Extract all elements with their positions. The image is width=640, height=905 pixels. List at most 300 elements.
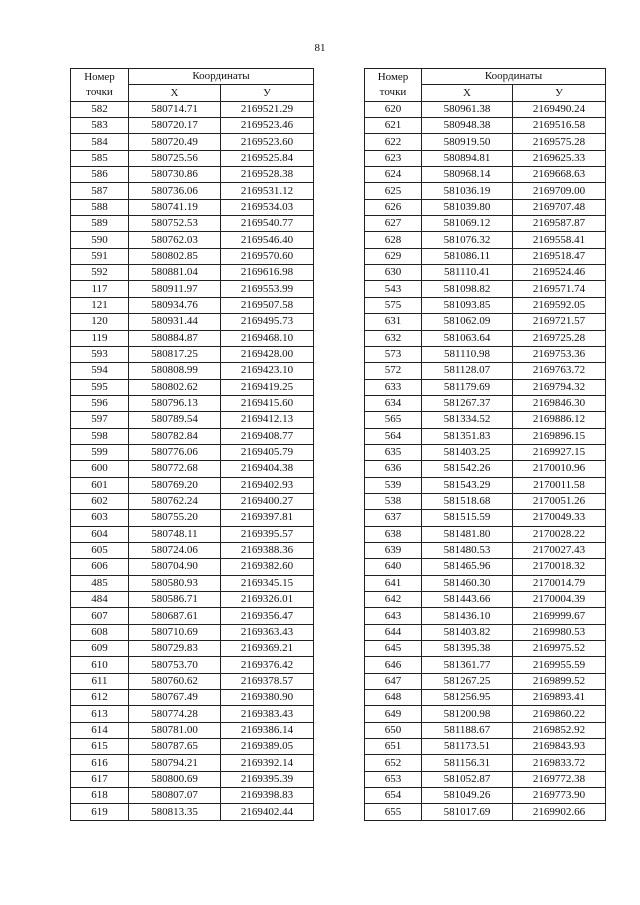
point-number-cell: 119 — [71, 330, 129, 346]
y-coordinate-cell: 2169999.67 — [513, 608, 606, 624]
x-coordinate-cell: 581039.80 — [422, 199, 513, 215]
point-number-cell: 586 — [71, 167, 129, 183]
x-coordinate-cell: 581267.25 — [422, 673, 513, 689]
x-coordinate-cell: 580789.54 — [129, 412, 221, 428]
point-number-cell: 121 — [71, 297, 129, 313]
point-number-cell: 638 — [365, 526, 422, 542]
point-number-cell: 636 — [365, 461, 422, 477]
point-number-cell: 613 — [71, 706, 129, 722]
point-number-cell: 573 — [365, 346, 422, 362]
x-coordinate-cell: 581069.12 — [422, 216, 513, 232]
y-coordinate-cell: 2169553.99 — [221, 281, 314, 297]
table-header — [71, 69, 314, 102]
table-row — [71, 118, 314, 134]
x-coordinate-cell: 580760.62 — [129, 673, 221, 689]
y-coordinate-cell: 2169356.47 — [221, 608, 314, 624]
table-row — [71, 493, 314, 509]
point-number-cell: 591 — [71, 248, 129, 264]
point-number-cell: 630 — [365, 265, 422, 281]
y-coordinate-cell: 2169412.13 — [221, 412, 314, 428]
table-row — [71, 526, 314, 542]
table-row — [365, 379, 606, 395]
table-row — [365, 183, 606, 199]
table-row — [71, 101, 314, 117]
x-coordinate-cell: 580769.20 — [129, 477, 221, 493]
x-coordinate-cell: 580753.70 — [129, 657, 221, 673]
table-row — [365, 510, 606, 526]
table-row — [365, 395, 606, 411]
point-number-cell: 634 — [365, 395, 422, 411]
x-coordinate-cell: 580808.99 — [129, 363, 221, 379]
table-row — [71, 510, 314, 526]
x-coordinate-cell: 580961.38 — [422, 101, 513, 117]
table-row — [365, 641, 606, 657]
x-coordinate-cell: 580752.53 — [129, 216, 221, 232]
table-row — [365, 706, 606, 722]
point-number-cell: 639 — [365, 542, 422, 558]
x-coordinate-cell: 580813.35 — [129, 804, 221, 820]
x-coordinate-cell: 581110.41 — [422, 265, 513, 281]
x-coordinate-cell: 581200.98 — [422, 706, 513, 722]
y-coordinate-cell: 2169592.05 — [513, 297, 606, 313]
point-number-cell: 649 — [365, 706, 422, 722]
y-coordinate-cell: 2169404.38 — [221, 461, 314, 477]
point-number-cell: 616 — [71, 755, 129, 771]
x-coordinate-cell: 581256.95 — [422, 690, 513, 706]
table-row — [365, 248, 606, 264]
point-number-cell: 645 — [365, 641, 422, 657]
table-row — [365, 771, 606, 787]
y-coordinate-cell: 2169846.30 — [513, 395, 606, 411]
y-coordinate-cell: 2169395.57 — [221, 526, 314, 542]
y-coordinate-cell: 2169721.57 — [513, 314, 606, 330]
point-number-cell: 623 — [365, 150, 422, 166]
x-coordinate-cell: 580767.49 — [129, 690, 221, 706]
y-coordinate-cell: 2169495.73 — [221, 314, 314, 330]
point-number-cell: 606 — [71, 559, 129, 575]
table-row — [365, 101, 606, 117]
table-row — [71, 363, 314, 379]
table-row — [365, 690, 606, 706]
y-coordinate-cell: 2169369.21 — [221, 641, 314, 657]
x-coordinate-cell: 580762.24 — [129, 493, 221, 509]
table-row — [71, 281, 314, 297]
point-number-cell: 583 — [71, 118, 129, 134]
point-number-cell: 600 — [71, 461, 129, 477]
point-number-header — [365, 69, 422, 102]
point-number-cell: 614 — [71, 722, 129, 738]
x-coordinate-cell: 580687.61 — [129, 608, 221, 624]
x-coordinate-cell: 580774.28 — [129, 706, 221, 722]
x-coordinate-cell: 580741.19 — [129, 199, 221, 215]
x-coordinate-cell: 581098.82 — [422, 281, 513, 297]
y-coordinate-cell: 2169763.72 — [513, 363, 606, 379]
x-coordinate-cell: 581403.82 — [422, 624, 513, 640]
x-coordinate-cell: 580794.21 — [129, 755, 221, 771]
x-coordinate-cell: 580968.14 — [422, 167, 513, 183]
point-number-cell: 644 — [365, 624, 422, 640]
x-coordinate-cell: 581267.37 — [422, 395, 513, 411]
table-row — [365, 788, 606, 804]
point-number-cell: 646 — [365, 657, 422, 673]
y-coordinate-cell: 2169363.43 — [221, 624, 314, 640]
y-coordinate-cell: 2169382.60 — [221, 559, 314, 575]
y-coordinate-cell: 2169896.15 — [513, 428, 606, 444]
x-coordinate-cell: 581465.96 — [422, 559, 513, 575]
point-number-cell: 538 — [365, 493, 422, 509]
table-row — [365, 346, 606, 362]
table-row — [71, 461, 314, 477]
x-coordinate-cell: 580720.49 — [129, 134, 221, 150]
point-number-cell: 647 — [365, 673, 422, 689]
point-number-cell: 604 — [71, 526, 129, 542]
table-row — [365, 216, 606, 232]
x-coordinate-cell: 581063.64 — [422, 330, 513, 346]
x-coordinate-cell: 580730.86 — [129, 167, 221, 183]
y-coordinate-cell: 2169525.84 — [221, 150, 314, 166]
y-coordinate-cell: 2169899.52 — [513, 673, 606, 689]
table-row — [365, 330, 606, 346]
y-coordinate-cell: 2169376.42 — [221, 657, 314, 673]
x-coordinate-cell: 580881.04 — [129, 265, 221, 281]
x-coordinate-cell: 580720.17 — [129, 118, 221, 134]
y-coordinate-cell: 2169397.81 — [221, 510, 314, 526]
point-number-cell: 584 — [71, 134, 129, 150]
x-coordinate-cell: 580762.03 — [129, 232, 221, 248]
x-coordinate-cell: 581361.77 — [422, 657, 513, 673]
point-number-cell: 618 — [71, 788, 129, 804]
y-coordinate-cell: 2170027.43 — [513, 542, 606, 558]
point-number-cell: 652 — [365, 755, 422, 771]
x-coordinate-cell: 580800.69 — [129, 771, 221, 787]
table-body-left — [71, 101, 314, 820]
table-row — [71, 673, 314, 689]
x-coordinate-cell: 580729.83 — [129, 641, 221, 657]
x-coordinate-cell: 580776.06 — [129, 444, 221, 460]
point-number-cell: 590 — [71, 232, 129, 248]
point-number-cell: 117 — [71, 281, 129, 297]
y-coordinate-cell: 2169326.01 — [221, 592, 314, 608]
x-column-header: X — [129, 85, 221, 101]
x-coordinate-cell: 580755.20 — [129, 510, 221, 526]
table-row — [71, 722, 314, 738]
point-number-cell: 598 — [71, 428, 129, 444]
table-row — [71, 216, 314, 232]
table-row — [71, 575, 314, 591]
y-coordinate-cell: 2169852.92 — [513, 722, 606, 738]
table-row — [71, 199, 314, 215]
y-coordinate-cell: 2170014.79 — [513, 575, 606, 591]
x-coordinate-cell: 581086.11 — [422, 248, 513, 264]
table-row — [71, 232, 314, 248]
x-coordinate-cell: 580782.84 — [129, 428, 221, 444]
table-row — [365, 477, 606, 493]
y-coordinate-cell: 2170028.22 — [513, 526, 606, 542]
table-row — [71, 690, 314, 706]
x-coordinate-cell: 580772.68 — [129, 461, 221, 477]
y-coordinate-cell: 2169587.87 — [513, 216, 606, 232]
table-row — [365, 575, 606, 591]
x-coordinate-cell: 580787.65 — [129, 739, 221, 755]
x-coordinate-cell: 580714.71 — [129, 101, 221, 117]
table-row — [365, 755, 606, 771]
point-number-cell: 612 — [71, 690, 129, 706]
point-number-cell: 615 — [71, 739, 129, 755]
table-row — [71, 592, 314, 608]
table-row — [71, 412, 314, 428]
table-row — [365, 281, 606, 297]
x-coordinate-cell: 580894.81 — [422, 150, 513, 166]
y-coordinate-cell: 2169616.98 — [221, 265, 314, 281]
x-coordinate-cell: 580704.90 — [129, 559, 221, 575]
x-coordinate-cell: 580911.97 — [129, 281, 221, 297]
table-row — [71, 134, 314, 150]
y-coordinate-cell: 2170051.26 — [513, 493, 606, 509]
table-row — [71, 755, 314, 771]
y-coordinate-cell: 2169428.00 — [221, 346, 314, 362]
x-coordinate-cell: 581110.98 — [422, 346, 513, 362]
x-coordinate-cell: 580725.56 — [129, 150, 221, 166]
y-coordinate-cell: 2169400.27 — [221, 493, 314, 509]
table-row — [365, 657, 606, 673]
point-number-cell: 603 — [71, 510, 129, 526]
table-row — [71, 542, 314, 558]
point-number-cell: 640 — [365, 559, 422, 575]
x-coordinate-cell: 581188.67 — [422, 722, 513, 738]
y-coordinate-cell: 2169668.63 — [513, 167, 606, 183]
x-coordinate-cell: 581062.09 — [422, 314, 513, 330]
y-coordinate-cell: 2169531.12 — [221, 183, 314, 199]
table-row — [365, 608, 606, 624]
y-coordinate-cell: 2169975.52 — [513, 641, 606, 657]
point-number-cell: 592 — [71, 265, 129, 281]
x-coordinate-cell: 581436.10 — [422, 608, 513, 624]
x-coordinate-cell: 580919.50 — [422, 134, 513, 150]
x-coordinate-cell: 580586.71 — [129, 592, 221, 608]
x-coordinate-cell: 581395.38 — [422, 641, 513, 657]
point-number-cell: 648 — [365, 690, 422, 706]
y-coordinate-cell: 2170018.32 — [513, 559, 606, 575]
table-row — [71, 150, 314, 166]
point-number-cell: 617 — [71, 771, 129, 787]
point-number-cell: 601 — [71, 477, 129, 493]
x-coordinate-cell: 580807.07 — [129, 788, 221, 804]
y-coordinate-cell: 2169345.15 — [221, 575, 314, 591]
table-row — [71, 477, 314, 493]
x-coordinate-cell: 580736.06 — [129, 183, 221, 199]
y-coordinate-cell: 2169518.47 — [513, 248, 606, 264]
table-row — [71, 771, 314, 787]
y-coordinate-cell: 2169707.48 — [513, 199, 606, 215]
coordinates-header: Координаты — [422, 69, 606, 85]
y-coordinate-cell: 2169389.05 — [221, 739, 314, 755]
point-number-cell: 627 — [365, 216, 422, 232]
y-coordinate-cell: 2169534.03 — [221, 199, 314, 215]
x-coordinate-cell: 580948.38 — [422, 118, 513, 134]
table-row — [365, 363, 606, 379]
point-number-cell: 597 — [71, 412, 129, 428]
x-coordinate-cell: 580710.69 — [129, 624, 221, 640]
table-row — [71, 314, 314, 330]
table-row — [71, 444, 314, 460]
x-coordinate-cell: 580796.13 — [129, 395, 221, 411]
y-coordinate-cell: 2169507.58 — [221, 297, 314, 313]
y-coordinate-cell: 2169833.72 — [513, 755, 606, 771]
y-column-header: У — [513, 85, 606, 101]
y-coordinate-cell: 2170010.96 — [513, 461, 606, 477]
point-number-cell: 637 — [365, 510, 422, 526]
y-coordinate-cell: 2169794.32 — [513, 379, 606, 395]
point-number-cell: 609 — [71, 641, 129, 657]
point-number-cell: 565 — [365, 412, 422, 428]
x-column-header: X — [422, 85, 513, 101]
x-coordinate-cell: 580884.87 — [129, 330, 221, 346]
table-row — [365, 739, 606, 755]
y-coordinate-cell: 2169402.93 — [221, 477, 314, 493]
x-coordinate-cell: 581481.80 — [422, 526, 513, 542]
y-coordinate-cell: 2170011.58 — [513, 477, 606, 493]
x-coordinate-cell: 580781.00 — [129, 722, 221, 738]
x-coordinate-cell: 581156.31 — [422, 755, 513, 771]
y-coordinate-cell: 2169378.57 — [221, 673, 314, 689]
table-row — [71, 641, 314, 657]
point-number-cell: 589 — [71, 216, 129, 232]
point-number-cell: 619 — [71, 804, 129, 820]
x-coordinate-cell: 581052.87 — [422, 771, 513, 787]
table-row — [365, 526, 606, 542]
table-row — [365, 673, 606, 689]
y-coordinate-cell: 2169902.66 — [513, 804, 606, 820]
y-coordinate-cell: 2169490.24 — [513, 101, 606, 117]
y-coordinate-cell: 2170004.39 — [513, 592, 606, 608]
x-coordinate-cell: 581076.32 — [422, 232, 513, 248]
y-coordinate-cell: 2169773.90 — [513, 788, 606, 804]
y-coordinate-cell: 2169980.53 — [513, 624, 606, 640]
y-coordinate-cell: 2169570.60 — [221, 248, 314, 264]
y-coordinate-cell: 2169524.46 — [513, 265, 606, 281]
table-row — [365, 297, 606, 313]
x-coordinate-cell: 581480.53 — [422, 542, 513, 558]
y-coordinate-cell: 2169860.22 — [513, 706, 606, 722]
table-row — [71, 428, 314, 444]
table-row — [71, 167, 314, 183]
table-row — [365, 150, 606, 166]
point-number-cell: 622 — [365, 134, 422, 150]
table-row — [365, 428, 606, 444]
y-coordinate-cell: 2169528.38 — [221, 167, 314, 183]
point-number-cell: 587 — [71, 183, 129, 199]
y-coordinate-cell: 2169927.15 — [513, 444, 606, 460]
point-number-cell: 626 — [365, 199, 422, 215]
y-coordinate-cell: 2169386.14 — [221, 722, 314, 738]
y-coordinate-cell: 2169402.44 — [221, 804, 314, 820]
y-coordinate-cell: 2169523.46 — [221, 118, 314, 134]
y-coordinate-cell: 2169388.36 — [221, 542, 314, 558]
y-coordinate-cell: 2169546.40 — [221, 232, 314, 248]
point-number-header-line2: точки — [379, 85, 407, 98]
point-number-cell: 651 — [365, 739, 422, 755]
x-coordinate-cell: 581460.30 — [422, 575, 513, 591]
table-row — [365, 232, 606, 248]
table-header — [365, 69, 606, 102]
table-row — [71, 265, 314, 281]
point-number-cell: 605 — [71, 542, 129, 558]
point-number-cell: 602 — [71, 493, 129, 509]
x-coordinate-cell: 581179.69 — [422, 379, 513, 395]
point-number-cell: 654 — [365, 788, 422, 804]
y-coordinate-cell: 2169395.39 — [221, 771, 314, 787]
y-coordinate-cell: 2169575.28 — [513, 134, 606, 150]
point-number-cell: 585 — [71, 150, 129, 166]
point-number-cell: 484 — [71, 592, 129, 608]
table-row — [365, 444, 606, 460]
y-coordinate-cell: 2169725.28 — [513, 330, 606, 346]
y-coordinate-cell: 2169398.83 — [221, 788, 314, 804]
table-row — [71, 346, 314, 362]
y-coordinate-cell: 2169625.33 — [513, 150, 606, 166]
y-column-header: У — [221, 85, 314, 101]
point-number-cell: 633 — [365, 379, 422, 395]
y-coordinate-cell: 2169516.58 — [513, 118, 606, 134]
x-coordinate-cell: 581518.68 — [422, 493, 513, 509]
point-number-cell: 621 — [365, 118, 422, 134]
x-coordinate-cell: 581128.07 — [422, 363, 513, 379]
y-coordinate-cell: 2169419.25 — [221, 379, 314, 395]
table-row — [71, 657, 314, 673]
table-row — [365, 412, 606, 428]
x-coordinate-cell: 581049.26 — [422, 788, 513, 804]
point-number-header-line1: Номер — [84, 70, 115, 83]
point-number-cell: 624 — [365, 167, 422, 183]
table-row — [365, 542, 606, 558]
point-number-cell: 611 — [71, 673, 129, 689]
table-row — [71, 395, 314, 411]
y-coordinate-cell: 2169955.59 — [513, 657, 606, 673]
point-number-cell: 539 — [365, 477, 422, 493]
coordinates-table-right — [364, 68, 606, 821]
y-coordinate-cell: 2169408.77 — [221, 428, 314, 444]
point-number-cell: 610 — [71, 657, 129, 673]
table-row — [365, 134, 606, 150]
y-coordinate-cell: 2169558.41 — [513, 232, 606, 248]
y-coordinate-cell: 2169571.74 — [513, 281, 606, 297]
y-coordinate-cell: 2169753.36 — [513, 346, 606, 362]
y-coordinate-cell: 2169709.00 — [513, 183, 606, 199]
point-number-cell: 607 — [71, 608, 129, 624]
x-coordinate-cell: 581334.52 — [422, 412, 513, 428]
y-coordinate-cell: 2169468.10 — [221, 330, 314, 346]
table-row — [365, 722, 606, 738]
table-row — [71, 608, 314, 624]
table-row — [71, 739, 314, 755]
point-number-cell: 655 — [365, 804, 422, 820]
point-number-cell: 575 — [365, 297, 422, 313]
coordinates-header: Координаты — [129, 69, 314, 85]
coordinates-table-left — [70, 68, 314, 821]
point-number-cell: 631 — [365, 314, 422, 330]
point-number-cell: 635 — [365, 444, 422, 460]
point-number-cell: 620 — [365, 101, 422, 117]
y-coordinate-cell: 2170049.33 — [513, 510, 606, 526]
y-coordinate-cell: 2169392.14 — [221, 755, 314, 771]
table-row — [71, 559, 314, 575]
point-number-cell: 564 — [365, 428, 422, 444]
x-coordinate-cell: 581543.29 — [422, 477, 513, 493]
point-number-cell: 596 — [71, 395, 129, 411]
y-coordinate-cell: 2169772.38 — [513, 771, 606, 787]
point-number-cell: 120 — [71, 314, 129, 330]
table-row — [365, 493, 606, 509]
